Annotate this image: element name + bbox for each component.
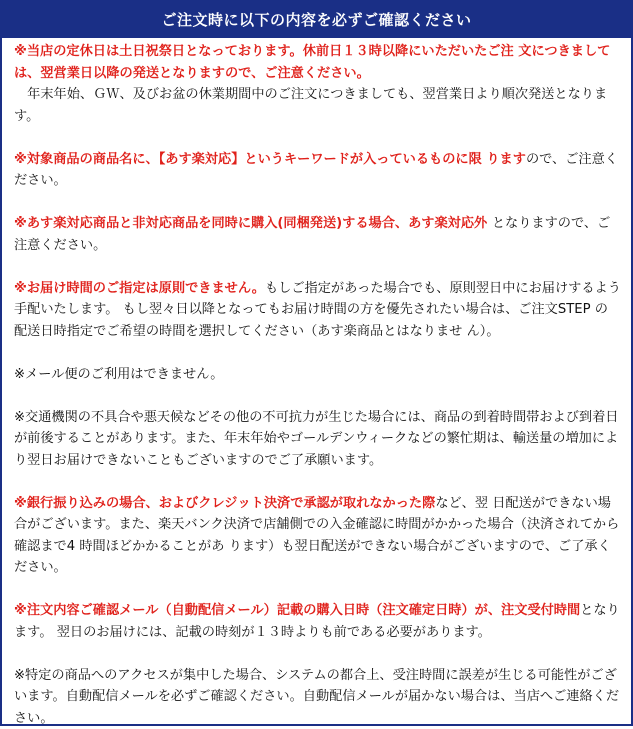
body-text: となります。 翌日のお届けには、記載の時刻が１３時よりも前である必要があります。 (14, 603, 620, 640)
paragraph-delivery-time (14, 278, 621, 343)
notice-title: ご注文時に以下の内容を必ずご確認ください (2, 2, 631, 38)
paragraph-order-time (14, 600, 621, 643)
body-text: ※交通機関の不具合や悪天候などその他の不可抗力が生じた場合には、商品の到着時間帯および到着日が前後することがあります。また、年末年始やゴールデンウィークなどの繁忙期は、輸送量の増加により翌日お届けできないこともございますのでご了承願います。 (14, 410, 618, 468)
paragraph-holiday-shipping (14, 41, 621, 127)
paragraph-asuraku-keyword (14, 149, 621, 192)
emphasis-text: ※注文内容ご確認メール（自動配信メール）記載の購入日時（注文確定日時）が、注文受付時間 (14, 603, 580, 618)
emphasis-text: ※お届け時間のご指定は原則できません。 (14, 281, 265, 296)
body-text: となりますので、ご注意ください。 (14, 216, 610, 253)
emphasis-text: ※当店の定休日は土日祝祭日となっております。休前日１３時以降にいただいたご注 文につきましては、翌営業日以降の発送となりますので、ご注意ください。 (14, 44, 610, 81)
paragraph-mail-service (14, 364, 621, 386)
emphasis-text: ※あす楽対応商品と非対応商品を同時に購入(同梱発送)する場合、あす楽対応外 (14, 216, 492, 231)
body-text: など、翌 日配送ができない場合がございます。また、楽天バンク決済で店舗側での入金確認に時間がかかった場合（決済されてから確認まで4 時間ほどかかることがあ ります）も翌日配送ができない場合がございますので、ご了承ください。 (14, 496, 619, 576)
body-text: ので、ご注意ください。 (14, 152, 618, 189)
body-text: ※メール便のご利用はできません。 (14, 367, 223, 382)
paragraph-payment (14, 493, 621, 579)
body-text: 年末年始、ＧＷ、及びお盆の休業期間中のご注文につきましても、翌営業日より順次発送となります。 (14, 87, 607, 124)
emphasis-text: ※銀行振り込みの場合、およびクレジット決済で承認が取れなかった際 (14, 496, 435, 511)
paragraph-system-access (14, 665, 621, 729)
notice-body (2, 38, 631, 729)
paragraph-mixed-order (14, 213, 621, 256)
emphasis-text: ※対象商品の商品名に、【あす楽対応】というキーワードが入っているものに限 ります (14, 152, 526, 167)
body-text: ※特定の商品へのアクセスが集中した場合、システムの都合上、受注時間に誤差が生じる可能性がございます。自動配信メールを必ずご確認ください。自動配信メールが届かない場合は、当店へご連絡ください。 (14, 668, 619, 726)
body-text: もしご指定があった場合でも、原則翌日中にお届けするよう手配いたします。 もし翌々日以降となってもお届け時間の方を優先されたい場合は、ご注文STEP の配送日時指定でご希望の時間を選択してください（あす楽商品とはなりませ ん）。 (14, 281, 621, 339)
paragraph-force-majeure (14, 407, 621, 472)
